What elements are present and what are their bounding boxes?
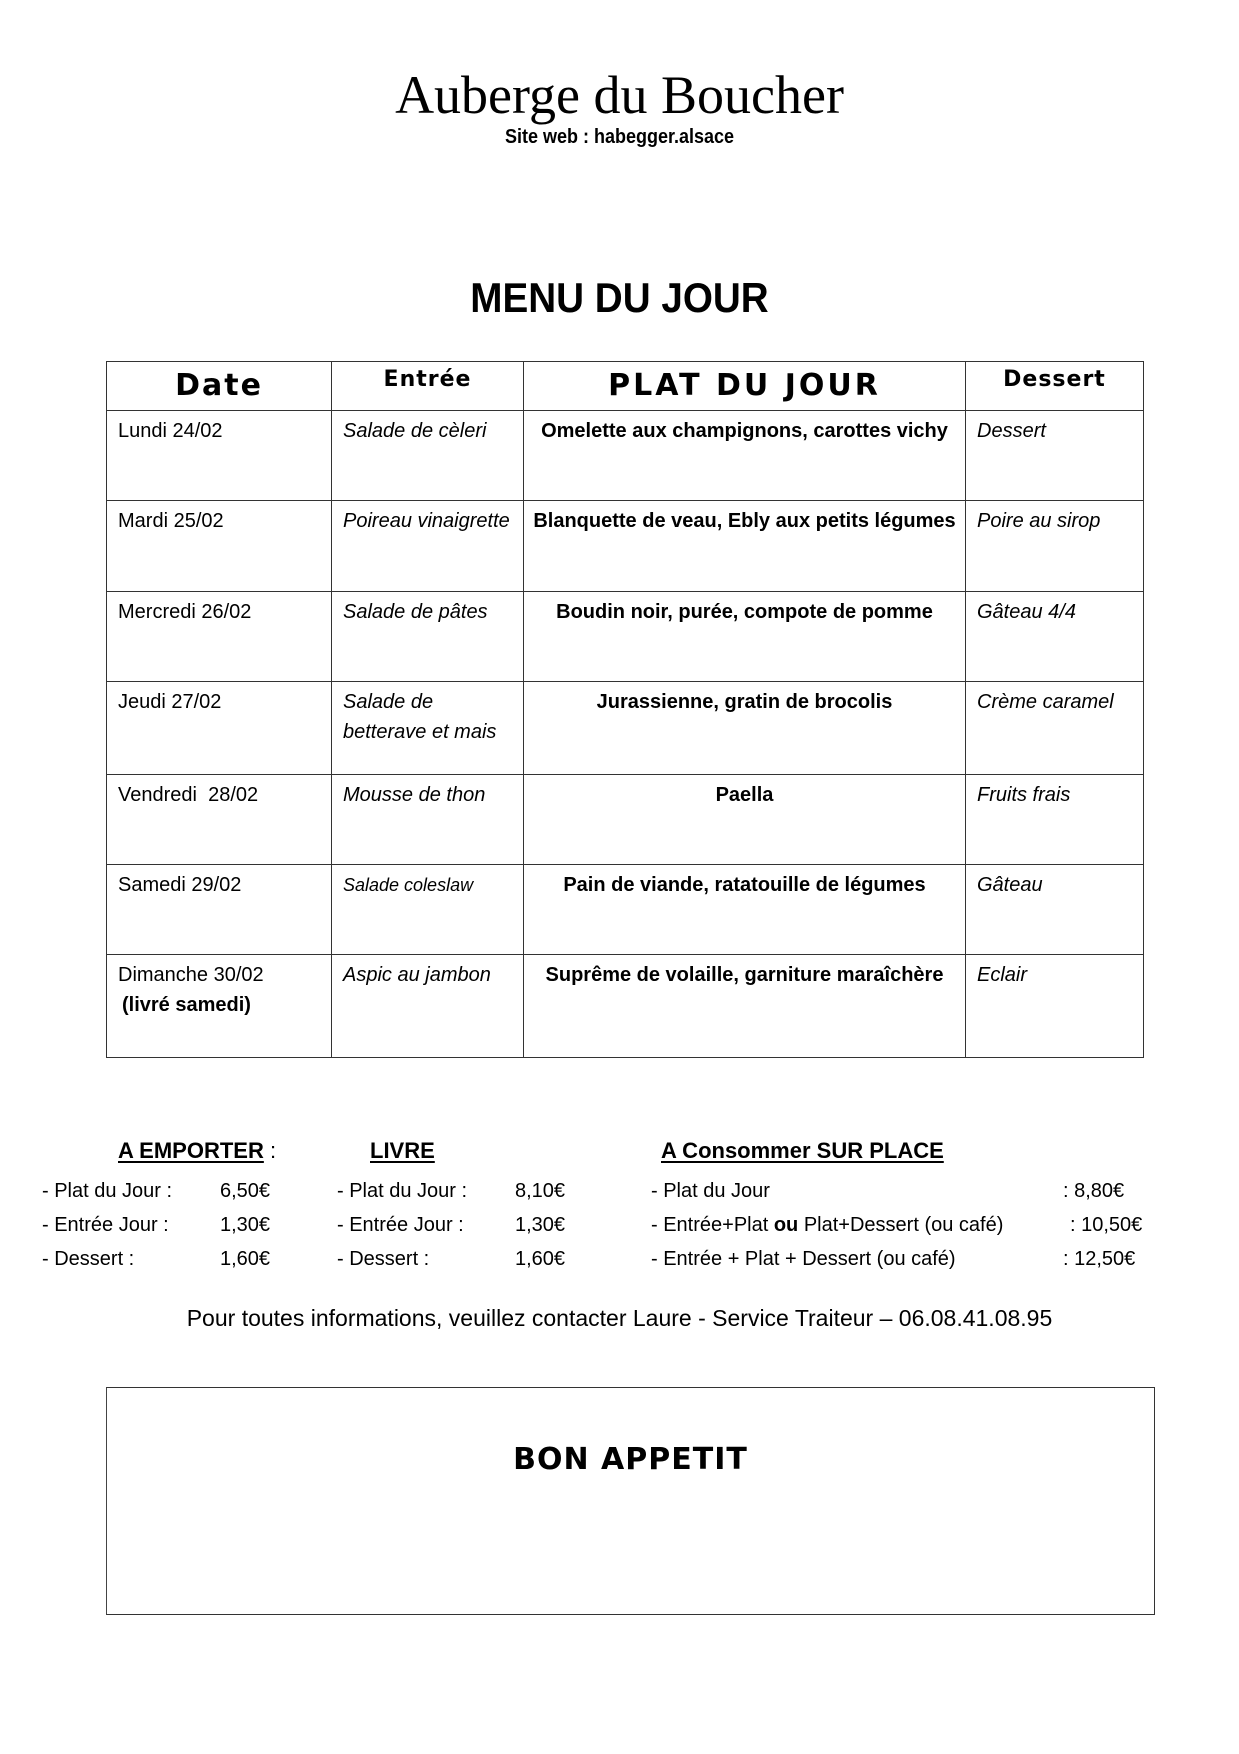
- plat-cell: [524, 775, 966, 865]
- price-label: - Plat du Jour :: [337, 1180, 468, 1202]
- menu-table: [106, 361, 1144, 1058]
- livre-title: LIVRE: [370, 1138, 435, 1163]
- price-value: 8,10€: [515, 1180, 566, 1202]
- entree-cell: [332, 865, 524, 955]
- price-value: 6,50€: [220, 1180, 271, 1202]
- date-text: Mardi 25/02: [118, 510, 224, 532]
- table-row: [107, 411, 1144, 501]
- entree-cell: [332, 955, 524, 1058]
- entree-text: Mousse de thon: [343, 784, 486, 806]
- plat-text: Omelette aux champignons, carottes vichy: [541, 420, 948, 442]
- sur-place-price-list: [651, 1174, 1161, 1276]
- date-cell: [107, 682, 332, 775]
- date-text: Jeudi 27/02: [118, 691, 222, 713]
- plat-text: Suprême de volaille, garniture maraîchère: [545, 964, 944, 986]
- price-label: - Plat du Jour :: [42, 1180, 173, 1202]
- price-value: 1,60€: [515, 1248, 566, 1270]
- plat-cell: [524, 592, 966, 682]
- bon-appetit-box: [106, 1387, 1155, 1615]
- price-line: [337, 1174, 597, 1208]
- price-line: [42, 1208, 302, 1242]
- price-value: : 8,80€: [1063, 1180, 1125, 1202]
- entree-cell: [332, 775, 524, 865]
- contact-info: Pour toutes informations, veuillez contacter Laure - Service Traiteur – 06.08.41.08.95: [186, 1305, 1053, 1331]
- table-header-row: [107, 362, 1144, 411]
- date-cell: [107, 411, 332, 501]
- date-text: Mercredi 26/02: [118, 601, 252, 623]
- price-label: - Entrée Jour :: [42, 1214, 169, 1236]
- price-line: [42, 1174, 302, 1208]
- plat-cell: [524, 501, 966, 592]
- dessert-cell: [966, 501, 1144, 592]
- date-text: Samedi 29/02: [118, 874, 242, 896]
- website-line: Site web : habegger.alsace: [504, 126, 735, 148]
- header-date: Date: [107, 362, 332, 411]
- dessert-cell: [966, 682, 1144, 775]
- emporter-price-list: [42, 1174, 302, 1276]
- dessert-text: Gâteau 4/4: [977, 601, 1076, 623]
- price-line: [651, 1242, 1161, 1276]
- entree-text: Salade de betterave et mais: [343, 691, 497, 743]
- date-cell: [107, 865, 332, 955]
- price-line: [651, 1174, 1161, 1208]
- dessert-cell: [966, 775, 1144, 865]
- price-line: [337, 1208, 597, 1242]
- dessert-text: Eclair: [977, 964, 1028, 986]
- dessert-cell: [966, 865, 1144, 955]
- table-row: [107, 592, 1144, 682]
- date-text: Vendredi 28/02: [118, 784, 259, 806]
- date-cell: [107, 501, 332, 592]
- entree-cell: [332, 592, 524, 682]
- plat-cell: [524, 865, 966, 955]
- price-value: 1,30€: [515, 1214, 566, 1236]
- livre-heading: [370, 1136, 435, 1166]
- entree-text: Salade de pâtes: [343, 601, 488, 623]
- dessert-cell: [966, 955, 1144, 1058]
- plat-cell: [524, 955, 966, 1058]
- emporter-title: A EMPORTER: [118, 1138, 264, 1163]
- emporter-heading: [118, 1136, 276, 1166]
- price-line: [651, 1208, 1161, 1242]
- dessert-text: Poire au sirop: [977, 510, 1101, 532]
- plat-text: Blanquette de veau, Ebly aux petits légumes: [533, 510, 956, 532]
- sur-place-heading: [661, 1136, 944, 1166]
- dessert-text: Crème caramel: [977, 691, 1114, 713]
- plat-cell: [524, 682, 966, 775]
- table-row: [107, 955, 1144, 1058]
- sur-place-title: A Consommer SUR PLACE: [661, 1138, 944, 1163]
- entree-text: Aspic au jambon: [343, 964, 491, 986]
- date-cell: [107, 955, 332, 1058]
- plat-cell: [524, 411, 966, 501]
- dessert-cell: [966, 411, 1144, 501]
- price-line: [337, 1242, 597, 1276]
- price-label: - Plat du Jour: [651, 1180, 770, 1202]
- price-value: : 12,50€: [1063, 1248, 1136, 1270]
- plat-text: Paella: [715, 784, 774, 806]
- dessert-text: Dessert: [977, 420, 1046, 442]
- date-cell: [107, 592, 332, 682]
- entree-text: Poireau vinaigrette: [343, 510, 510, 532]
- entree-cell: [332, 411, 524, 501]
- plat-text: Pain de viande, ratatouille de légumes: [563, 874, 926, 896]
- entree-cell: [332, 501, 524, 592]
- dessert-cell: [966, 592, 1144, 682]
- restaurant-name: Auberge du Boucher: [395, 65, 844, 125]
- price-label: - Entrée Jour :: [337, 1214, 464, 1236]
- dessert-text: Fruits frais: [977, 784, 1071, 806]
- date-text: Dimanche 30/02: [118, 964, 264, 986]
- price-value: 1,30€: [220, 1214, 271, 1236]
- date-text: Lundi 24/02: [118, 420, 223, 442]
- table-row: [107, 775, 1144, 865]
- price-label: - Dessert :: [337, 1248, 430, 1270]
- dessert-text: Gâteau: [977, 874, 1043, 896]
- table-row: [107, 501, 1144, 592]
- plat-text: Boudin noir, purée, compote de pomme: [556, 601, 933, 623]
- price-label: - Dessert :: [42, 1248, 135, 1270]
- entree-cell: [332, 682, 524, 775]
- delivery-note: (livré samedi): [122, 994, 251, 1016]
- header-plat-du-jour: PLAT DU JOUR: [524, 362, 966, 411]
- table-row: [107, 865, 1144, 955]
- plat-text: Jurassienne, gratin de brocolis: [596, 691, 893, 713]
- price-value: 1,60€: [220, 1248, 271, 1270]
- entree-text: Salade de cèleri: [343, 420, 487, 442]
- price-label: - Entrée + Plat + Dessert (ou café): [651, 1248, 956, 1270]
- header-entree: Entrée: [332, 362, 524, 411]
- price-label: - Entrée+Plat: [651, 1214, 774, 1236]
- price-line: [42, 1242, 302, 1276]
- price-label-rest: Plat+Dessert (ou café): [798, 1214, 1004, 1236]
- header-dessert: Dessert: [966, 362, 1144, 411]
- emporter-title-suffix: :: [263, 1138, 277, 1163]
- menu-title: MENU DU JOUR: [470, 274, 769, 321]
- date-cell: [107, 775, 332, 865]
- entree-text: Salade coleslaw: [343, 875, 474, 895]
- price-label-emphasis: ou: [773, 1214, 799, 1236]
- livre-price-list: [337, 1174, 597, 1276]
- price-value: : 10,50€: [1070, 1214, 1143, 1236]
- table-row: [107, 682, 1144, 775]
- date-text-group: [107, 955, 331, 1020]
- bon-appetit-text: BON APPETIT: [513, 1442, 748, 1477]
